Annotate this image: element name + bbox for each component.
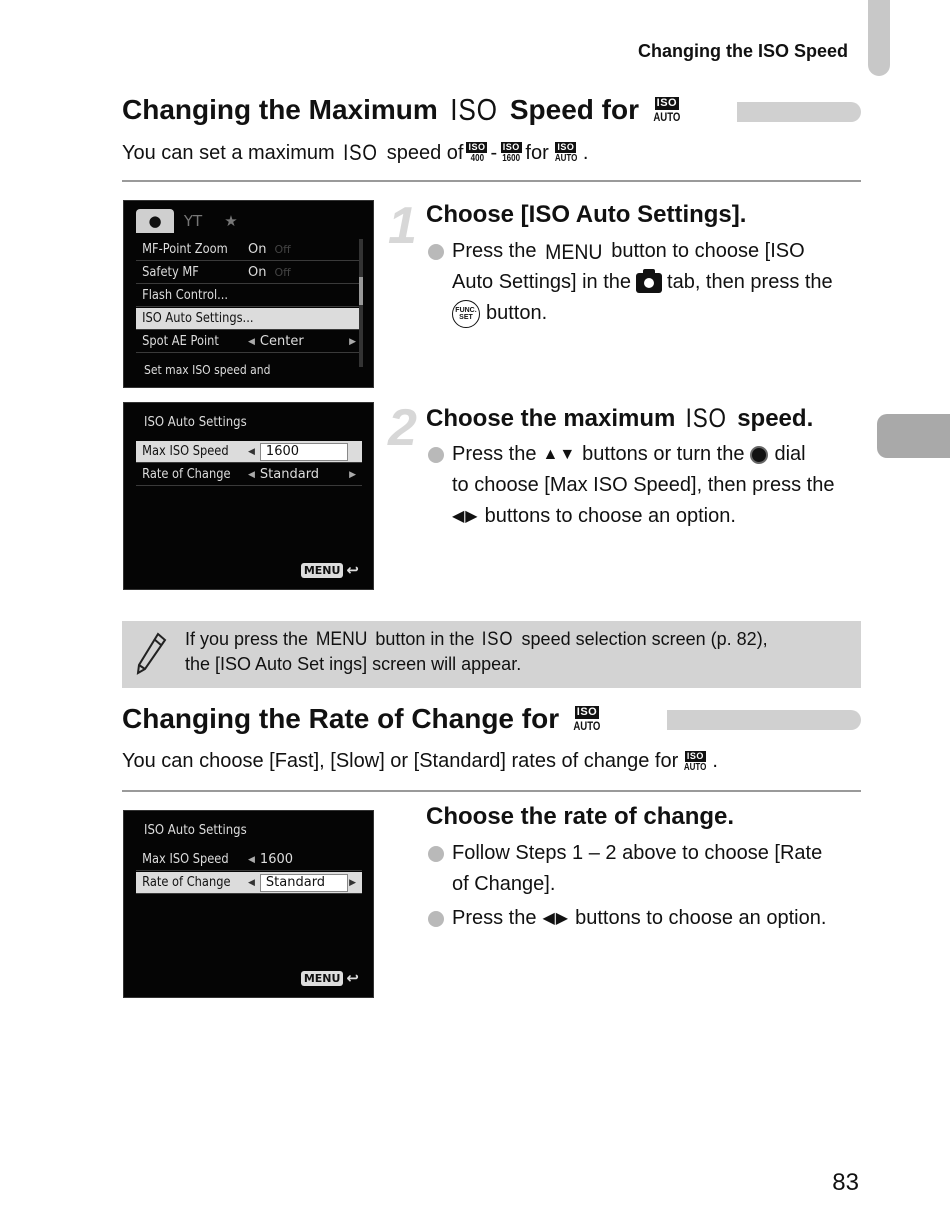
section2-intro: You can choose [Fast], [Slow] or [Standard] rates of change for ISO AUTO .	[122, 750, 718, 773]
step-title: Choose the rate of change.	[426, 803, 735, 830]
iso-auto-icon: ISO AUTO	[653, 97, 681, 124]
iso-400-icon: ISO 400	[468, 142, 486, 164]
menu-row-selected: ISO Auto Settings...	[136, 308, 362, 330]
iso-symbol: ISO	[482, 628, 514, 650]
iso-auto-icon: ISO AUTO	[573, 706, 601, 733]
menu-row: MF-Point Zoom On Off	[136, 239, 362, 261]
menu-tabs	[136, 209, 250, 233]
camera-tab-icon: ●	[136, 209, 174, 233]
step-instruction: ◀▶ buttons to choose an option.	[428, 501, 736, 532]
pencil-icon	[134, 631, 168, 677]
menu-row-selected: Max ISO Speed ◀ 1600	[136, 441, 362, 463]
section-title-max-iso: Changing the Maximum ISO Speed for ISO AUTO	[122, 92, 687, 128]
step-instruction: Press the ◀▶ buttons to choose an option.	[428, 903, 826, 934]
section-title-rate-of-change: Changing the Rate of Change for ISO AUTO	[122, 703, 607, 735]
bullet	[428, 846, 444, 862]
menu-row-selected: Rate of Change ◀ Standard ▶	[136, 872, 362, 894]
step-instruction: Auto Settings] in the tab, then press the	[452, 271, 833, 293]
iso-symbol: ISO	[450, 92, 498, 127]
title-bar	[737, 102, 861, 122]
camera-icon	[636, 273, 662, 293]
step-instruction: Press the ▲▼ buttons or turn the dial	[428, 439, 806, 470]
camera-screen-rate-of-change	[123, 810, 374, 998]
side-thumb-tab	[877, 414, 950, 458]
step-instruction: to choose [Max ISO Speed], then press the	[452, 474, 835, 496]
divider	[122, 180, 861, 182]
note-line: the [ISO Auto Set ings] screen will appear.	[185, 654, 522, 674]
step-number: 2	[388, 399, 417, 457]
step-instruction: of Change].	[452, 873, 556, 895]
control-dial-icon	[750, 446, 768, 464]
menu-row: Spot AE Point ◀ Center ▶	[136, 331, 362, 353]
step-title: Choose the maximum ISO speed.	[426, 403, 814, 433]
menu-row: Flash Control...	[136, 285, 362, 307]
running-header: Changing the ISO Speed	[637, 41, 848, 61]
screen-title: ISO Auto Settings	[144, 823, 247, 838]
divider	[122, 790, 861, 792]
screen-title: ISO Auto Settings	[144, 415, 247, 430]
step-instruction: Follow Steps 1 – 2 above to choose [Rate	[428, 838, 822, 869]
bullet	[428, 244, 444, 260]
iso-1600-icon: ISO 1600	[502, 142, 521, 164]
left-right-arrows-icon: ◀▶	[452, 508, 479, 525]
menu-button-symbol: MENU	[315, 628, 368, 650]
section1-intro: You can set a maximum ISO speed of ISO 400 - ISO 1600 for ISO AUTO .	[122, 140, 589, 165]
step-title: Choose [ISO Auto Settings].	[426, 201, 747, 228]
help-text: Set max ISO speed and	[144, 363, 271, 377]
camera-screen-menu	[123, 200, 374, 388]
menu-back-icon: MENU ↩	[301, 561, 359, 579]
mymenu-tab-icon: ★	[224, 212, 238, 230]
title-bar	[667, 710, 861, 730]
page-number: 83	[832, 1169, 859, 1196]
up-down-arrows-icon: ▲▼	[542, 446, 577, 463]
iso-auto-icon: ISO AUTO	[554, 142, 578, 164]
bullet	[428, 447, 444, 463]
iso-symbol: ISO	[343, 140, 379, 165]
step-instruction: Press the MENU button to choose [ISO	[428, 236, 805, 267]
step-instruction: FUNC. SET button.	[428, 298, 547, 329]
bullet	[428, 911, 444, 927]
note-box	[122, 621, 861, 688]
func-set-button-icon: FUNC. SET	[452, 300, 480, 328]
menu-row: Rate of Change ◀ Standard ▶	[136, 464, 362, 486]
camera-screen-iso-auto	[123, 402, 374, 590]
menu-back-icon: MENU ↩	[301, 969, 359, 987]
chapter-tab	[868, 0, 890, 76]
menu-row: Safety MF On Off	[136, 262, 362, 284]
step-number: 1	[388, 197, 417, 255]
menu-button-symbol: MENU	[545, 239, 603, 264]
scrollbar	[359, 239, 363, 367]
note-line: If you press the MENU button in the ISO speed selection screen (p. 82),	[185, 628, 768, 650]
settings-tab-icon: YT	[183, 212, 203, 230]
iso-symbol: ISO	[685, 403, 727, 433]
menu-row: Max ISO Speed ◀ 1600	[136, 849, 362, 871]
iso-auto-icon: ISO AUTO	[684, 750, 707, 773]
left-right-arrows-icon: ◀▶	[542, 910, 570, 927]
